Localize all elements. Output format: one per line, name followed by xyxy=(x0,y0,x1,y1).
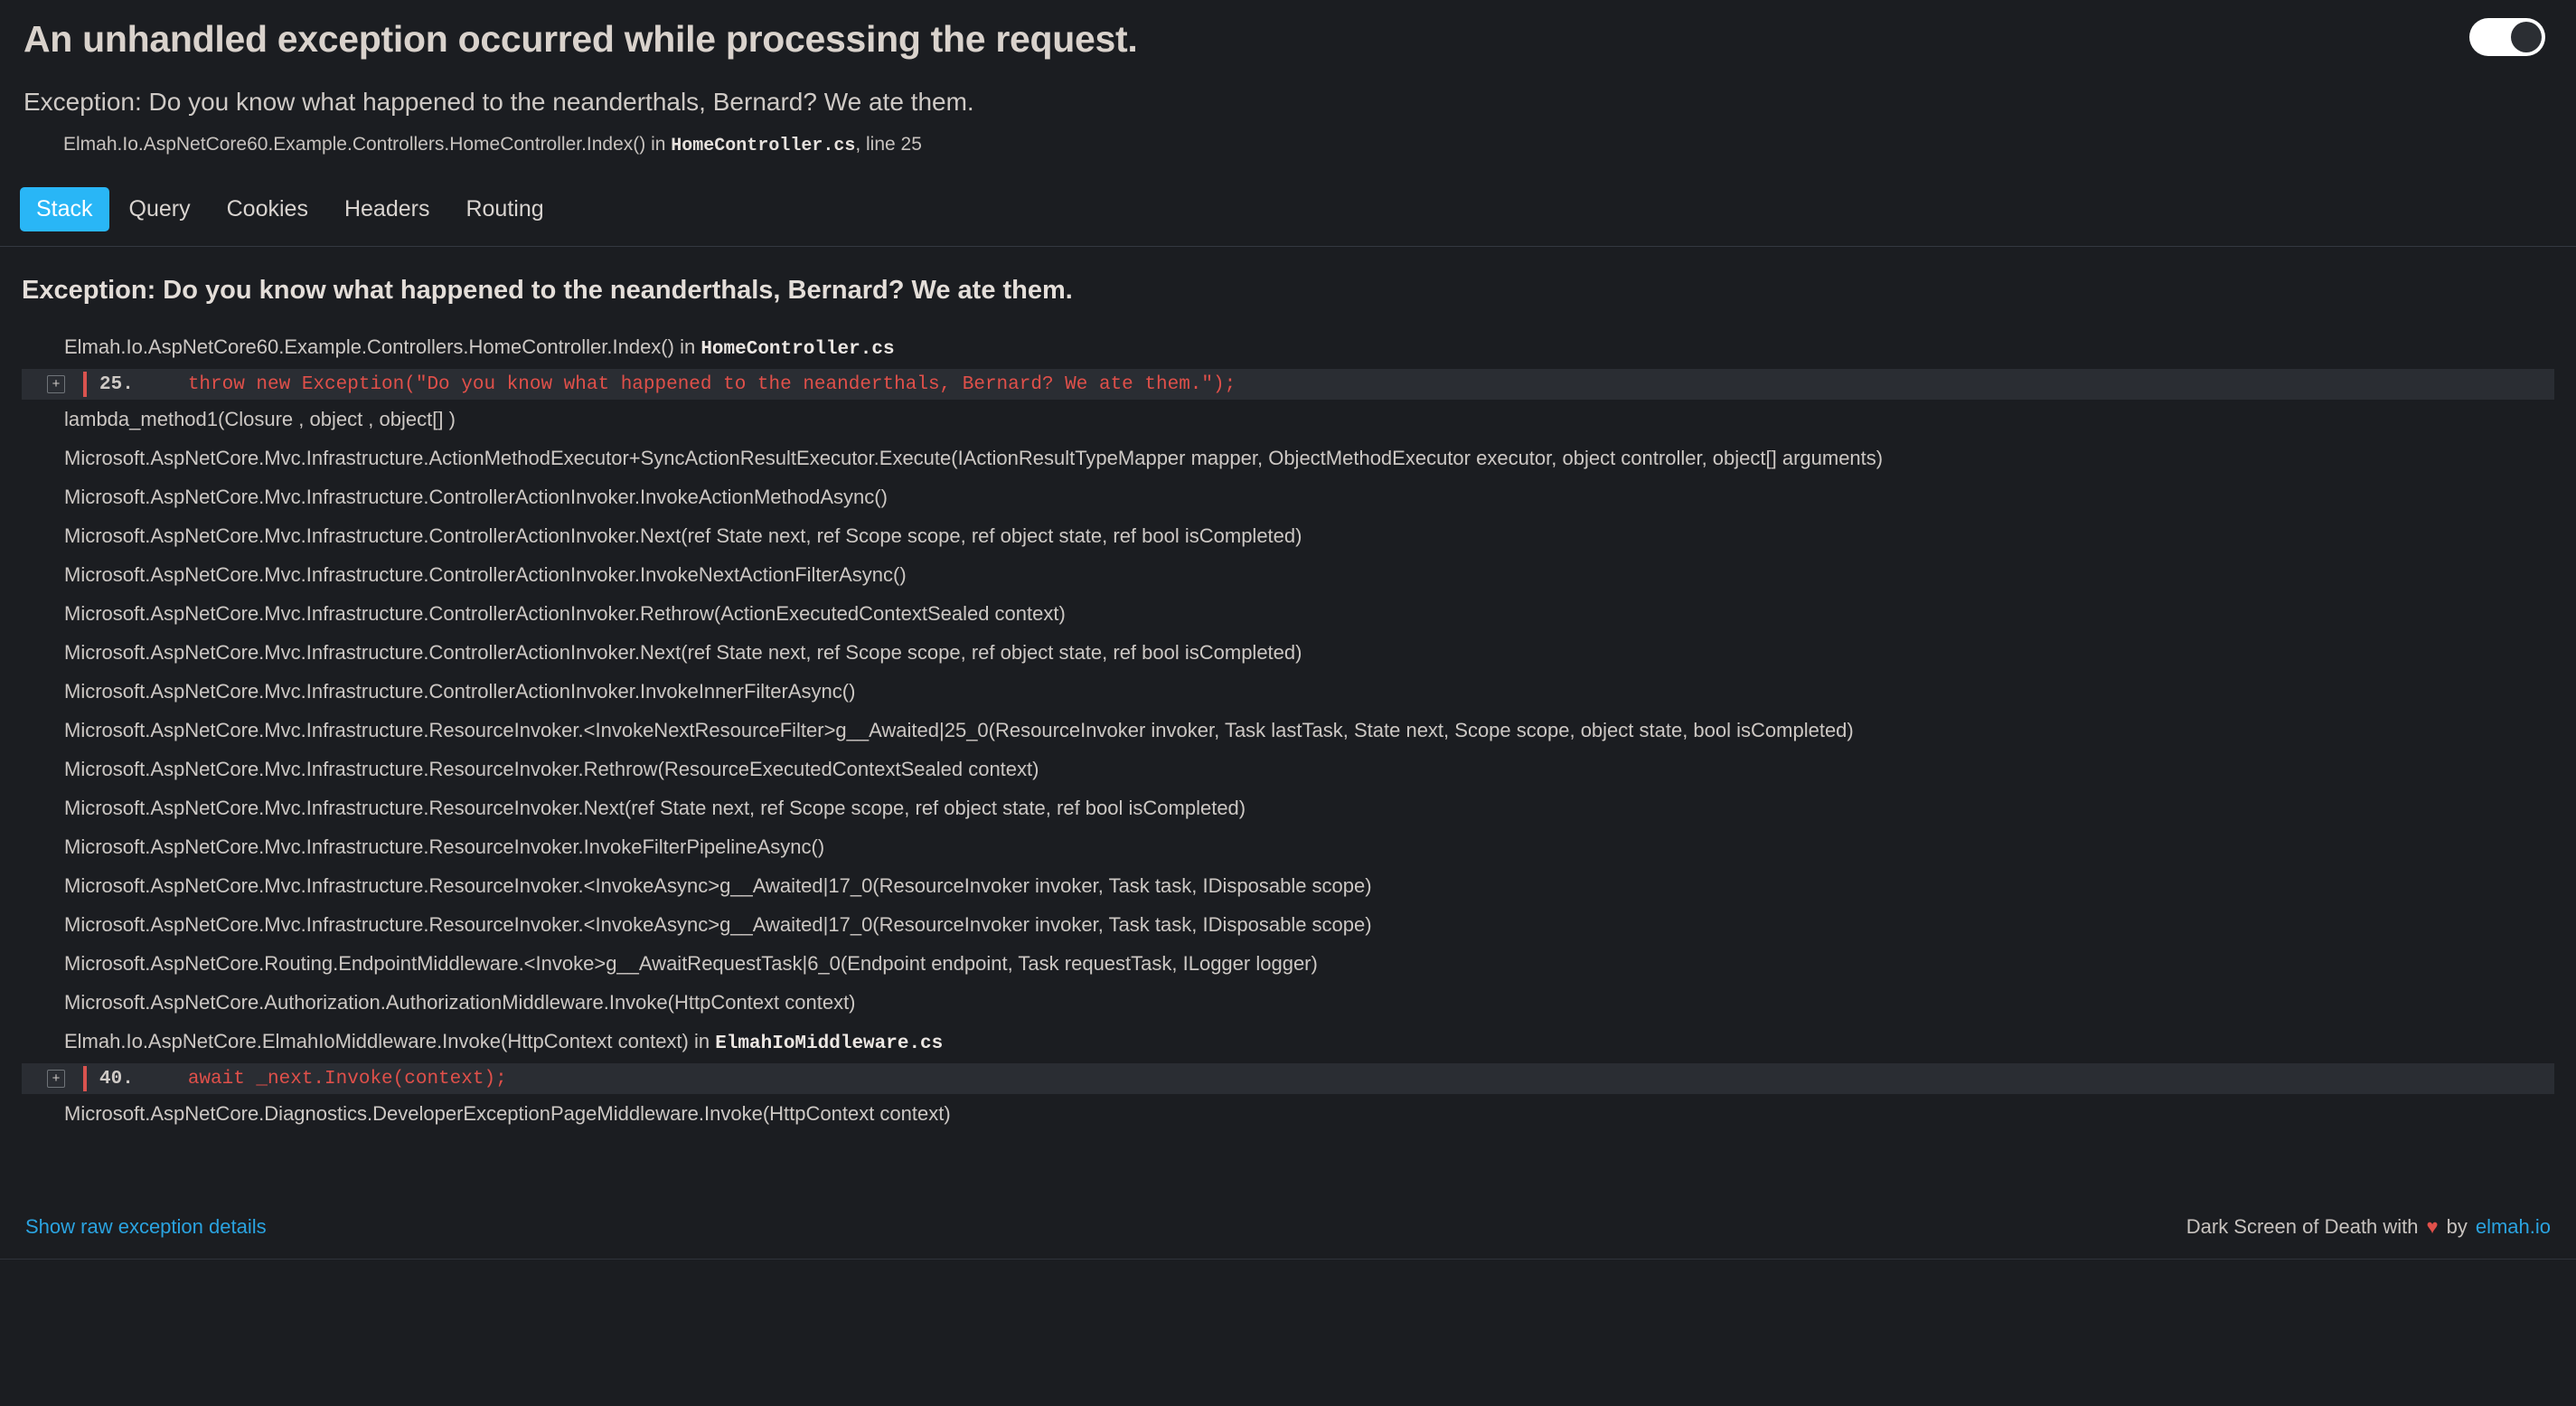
tab-cookies[interactable]: Cookies xyxy=(226,195,308,222)
stack-frame: Microsoft.AspNetCore.Mvc.Infrastructure.ActionMethodExecutor+SyncActionResultExecutor.Execute(IActionResultTypeMapper mapper, ObjectMethodExecutor executor, object controller, object[] arguments) xyxy=(64,447,1884,470)
page-title: An unhandled exception occurred while processing the request. xyxy=(24,18,1138,60)
source-prefix: Elmah.Io.AspNetCore60.Example.Controllers.HomeController.Index() in xyxy=(63,133,672,155)
stack-frame-list xyxy=(22,327,2554,1133)
footer-divider xyxy=(0,1259,2576,1260)
stack-frame: lambda_method1(Closure , object , object[] ) xyxy=(64,408,456,431)
stack-frame xyxy=(22,327,2554,369)
stack-frame: Microsoft.AspNetCore.Mvc.Infrastructure.ResourceInvoker.<InvokeAsync>g__Awaited|17_0(ResourceInvoker invoker, Task task, IDisposable scope) xyxy=(64,913,1372,937)
code-line-text: await _next.Invoke(context); xyxy=(187,1068,507,1090)
stack-frame: Microsoft.AspNetCore.Routing.EndpointMiddleware.<Invoke>g__AwaitRequestTask|6_0(Endpoint endpoint, Task requestTask, ILogger logger) xyxy=(64,952,1318,976)
error-line-marker xyxy=(83,1066,87,1091)
stack-frame: Microsoft.AspNetCore.Mvc.Infrastructure.ResourceInvoker.InvokeFilterPipelineAsync() xyxy=(64,835,825,859)
exception-summary: Exception: Do you know what happened to the neanderthals, Bernard? We ate them. xyxy=(24,88,974,117)
stack-frame: Microsoft.AspNetCore.Diagnostics.DeveloperExceptionPageMiddleware.Invoke(HttpContext context) xyxy=(64,1102,951,1126)
stack-frame: Microsoft.AspNetCore.Mvc.Infrastructure.ControllerActionInvoker.InvokeInnerFilterAsync() xyxy=(64,680,856,703)
code-snippet-row xyxy=(22,1063,2554,1094)
credit-prefix: Dark Screen of Death with xyxy=(2186,1215,2419,1238)
source-suffix: , line 25 xyxy=(855,133,922,155)
code-line-text: throw new Exception("Do you know what happened to the neanderthals, Bernard? We ate them."); xyxy=(187,373,1236,395)
page-footer xyxy=(0,1195,2576,1259)
credit-by: by xyxy=(2446,1215,2468,1238)
theme-toggle-button[interactable] xyxy=(2469,18,2545,56)
stack-frame: Microsoft.AspNetCore.Mvc.Infrastructure.ResourceInvoker.<InvokeNextResourceFilter>g__Awaited|25_0(ResourceInvoker invoker, Task lastTask, State next, Scope scope, object state, bool isCompleted) xyxy=(64,719,1854,742)
stack-frame: Microsoft.AspNetCore.Mvc.Infrastructure.ControllerActionInvoker.InvokeActionMethodAsync() xyxy=(64,486,888,509)
stack-frame: Microsoft.AspNetCore.Mvc.Infrastructure.ResourceInvoker.<InvokeAsync>g__Awaited|17_0(ResourceInvoker invoker, Task task, IDisposable scope) xyxy=(64,874,1372,898)
toggle-knob-icon xyxy=(2511,22,2542,52)
page-header xyxy=(0,0,2576,156)
stack-frame: Microsoft.AspNetCore.Mvc.Infrastructure.ResourceInvoker.Rethrow(ResourceExecutedContextSealed context) xyxy=(64,758,1039,781)
code-line-number: 40. xyxy=(99,1068,134,1090)
frame-text: Elmah.Io.AspNetCore.ElmahIoMiddleware.Invoke(HttpContext context) in xyxy=(64,1030,716,1053)
stack-frame: Microsoft.AspNetCore.Mvc.Infrastructure.ControllerActionInvoker.Next(ref State next, ref Scope scope, ref object state, ref bool isCompleted) xyxy=(64,641,1302,665)
error-line-marker xyxy=(83,372,87,397)
frame-file: HomeController.cs xyxy=(700,339,895,361)
stack-frame: Microsoft.AspNetCore.Mvc.Infrastructure.ControllerActionInvoker.Next(ref State next, ref Scope scope, ref object state, ref bool isCompleted) xyxy=(64,524,1302,548)
expand-source-button[interactable]: + xyxy=(47,375,65,393)
stack-frame xyxy=(22,1022,2554,1063)
tab-query[interactable]: Query xyxy=(128,195,191,222)
tab-routing[interactable]: Routing xyxy=(465,195,544,222)
elmah-io-link[interactable]: elmah.io xyxy=(2475,1215,2551,1238)
frame-file: ElmahIoMiddleware.cs xyxy=(715,1033,944,1055)
stack-frame: Microsoft.AspNetCore.Authorization.AuthorizationMiddleware.Invoke(HttpContext context) xyxy=(64,991,856,1014)
stack-panel xyxy=(0,274,2576,1134)
stack-frame: Microsoft.AspNetCore.Mvc.Infrastructure.ControllerActionInvoker.Rethrow(ActionExecutedContextSealed context) xyxy=(64,602,1066,626)
code-line-number: 25. xyxy=(99,373,134,395)
exception-source-line xyxy=(63,134,2552,156)
tab-divider xyxy=(0,246,2576,247)
tab-stack[interactable]: Stack xyxy=(20,187,109,231)
expand-source-button[interactable]: + xyxy=(47,1070,65,1088)
stack-heading: Exception: Do you know what happened to the neanderthals, Bernard? We ate them. xyxy=(22,275,1073,305)
stack-frame: Microsoft.AspNetCore.Mvc.Infrastructure.ResourceInvoker.Next(ref State next, ref Scope scope, ref object state, ref bool isCompleted) xyxy=(64,797,1246,820)
footer-credit xyxy=(2186,1215,2551,1239)
stack-frame: Microsoft.AspNetCore.Mvc.Infrastructure.ControllerActionInvoker.InvokeNextActionFilterAsync() xyxy=(64,563,907,587)
code-snippet-row xyxy=(22,369,2554,400)
heart-icon: ♥ xyxy=(2426,1215,2439,1238)
tab-bar[interactable] xyxy=(20,187,2576,231)
frame-text: Elmah.Io.AspNetCore60.Example.Controllers.HomeController.Index() in xyxy=(64,335,701,359)
show-raw-exception-link[interactable]: Show raw exception details xyxy=(25,1215,267,1238)
tab-headers[interactable]: Headers xyxy=(343,195,430,222)
source-file: HomeController.cs xyxy=(671,135,856,156)
